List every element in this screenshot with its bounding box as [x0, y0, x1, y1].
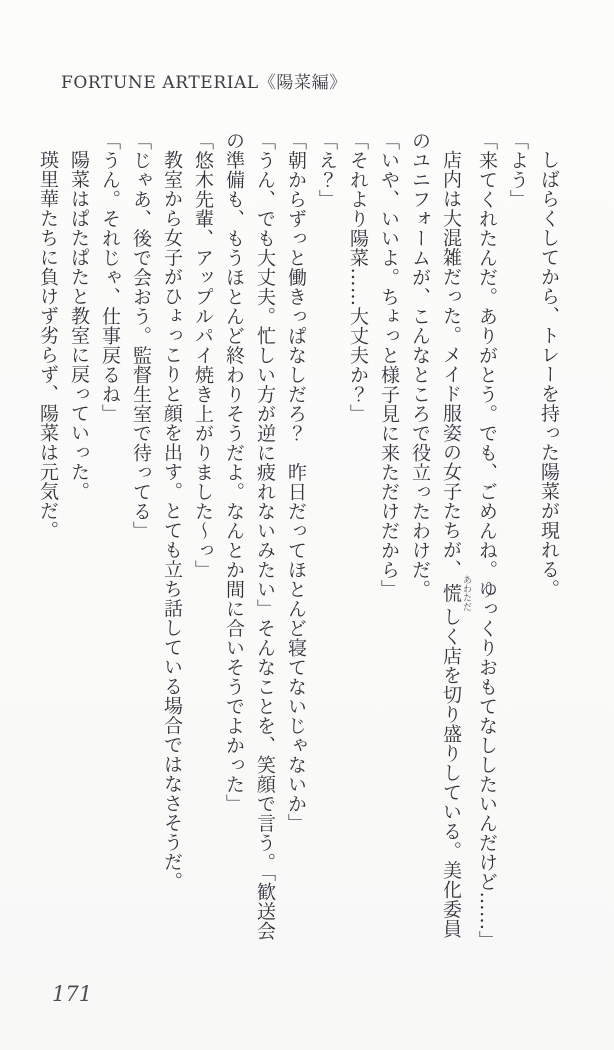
text-line: 「来てくれたんだ。ありがとう。でも、ごめんね。ゆっくりおもてなししたいんだけど……」 — [476, 131, 498, 950]
text-line: しばらくしてから、トレーを持った陽菜が現れる。 — [538, 150, 560, 599]
text-line: 「うん。それじゃ、仕事戻るね」 — [99, 131, 121, 424]
text-line: 教室から女子がひょっこりと顔を出す。とても立ち話している場合ではなさそうだ。 — [161, 150, 183, 891]
text-line: 「じゃあ、後で会おう。監督生室で待ってる」 — [130, 131, 152, 541]
text-line: 陽菜はぱたぱたと教室に戻っていった。 — [68, 150, 90, 501]
page-number: 171 — [52, 982, 93, 1006]
furigana: あわただ — [461, 575, 471, 611]
text-line: 「悠木先輩、アップルパイ焼き上がりました〜っ」 — [192, 131, 214, 580]
text-line: 「それより陽菜……大丈夫か？」 — [347, 131, 369, 424]
ruby-annotated-text: 慌 あわただ — [440, 575, 471, 611]
text-line: 「よう」 — [507, 131, 529, 209]
text-line: 「うん、でも大丈夫。忙しい方が逆に疲れないみたい」そんなことを、笑顔で言う。「歓送会の準備も、もうほとんど終わりそうだよ。なんとか間に合いそうでよかった」 — [223, 131, 276, 941]
text-line: 「いや、いいよ。ちょっと様子見に来ただけだから」 — [378, 131, 400, 599]
text-line: 店内は大混雑だった。メイド服姿の女子たちが、慌 あわただしく店を切り盛りしている。美化委員のユニフォームが、こんなところで役立ったわけだ。 — [409, 131, 471, 939]
running-header: FORTUNE ARTERIAL《陽菜編》 — [61, 73, 347, 93]
text-line: 瑛里華たちに負けず劣らず、陽菜は元気だ。 — [37, 150, 59, 540]
body-text — [32, 131, 564, 953]
text-line: 「え？」 — [316, 131, 338, 209]
text-line: 「朝からずっと働きっぱなしだろ？ 昨日だってほとんど寝てないじゃないか」 — [285, 131, 307, 833]
